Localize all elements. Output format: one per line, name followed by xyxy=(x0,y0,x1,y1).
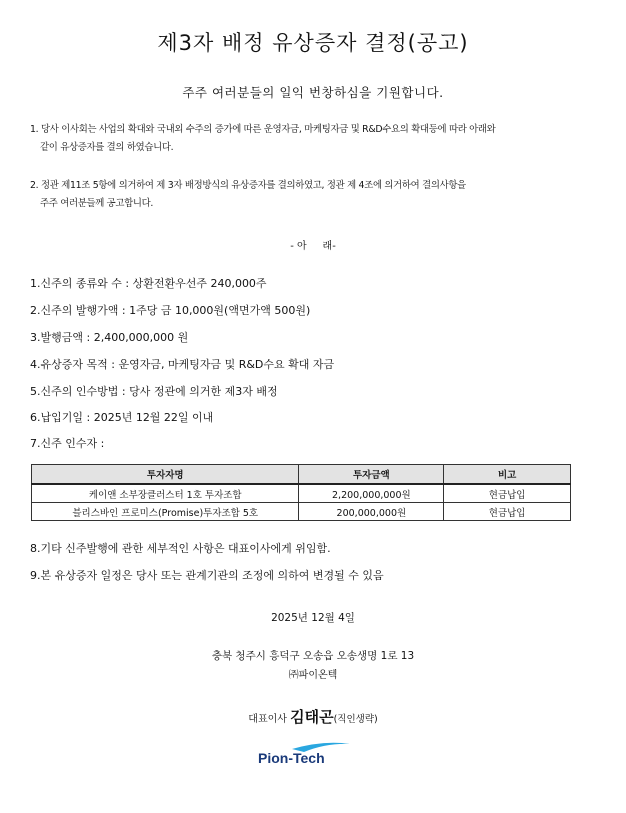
item-1: 1.신주의 종류와 수 : 상환전환우선주 240,000주 xyxy=(30,277,267,290)
paragraph-1-line1: 1. 당사 이사회는 사업의 확대와 국내외 수주의 증가에 따른 운영자금, 마케팅자금 및 R&D수요의 확대등에 따라 아래와 xyxy=(30,124,496,135)
cell-investor-name: 케이앤 소부장클러스터 1호 투자조합 xyxy=(32,484,299,503)
paragraph-1-line2: 같이 유상증자를 결의 하였습니다. xyxy=(40,142,174,153)
table-row xyxy=(32,484,571,503)
company-logo xyxy=(254,740,364,770)
paragraph-2 xyxy=(30,177,590,213)
company-address: 충북 청주시 흥덕구 오송읍 오송생명 1로 13 xyxy=(211,650,415,662)
cell-remarks: 현금납입 xyxy=(444,484,571,503)
header-investor-name: 투자자명 xyxy=(32,465,299,485)
item-7: 7.신주 인수자 : xyxy=(30,437,105,450)
paragraph-2-line1: 2. 정관 제11조 5항에 의거하여 제 3자 배정방식의 유상증자를 결의하였고, 정관 제 4조에 의거하여 결의사항을 xyxy=(30,180,466,191)
cell-investment-amount: 200,000,000원 xyxy=(299,503,444,521)
table-header-row xyxy=(32,465,571,485)
company-name: ㈜파이온텍 xyxy=(288,670,338,681)
svg-text:Pion-Tech: Pion-Tech xyxy=(258,750,325,766)
header-investment-amount: 투자금액 xyxy=(299,465,444,485)
item-3: 3.발행금액 : 2,400,000,000 원 xyxy=(30,331,189,344)
cell-investor-name: 블리스바인 프로미스(Promise)투자조합 5호 xyxy=(32,503,299,521)
seal-omitted-note: (직인생략) xyxy=(333,714,378,725)
header-remarks: 비고 xyxy=(444,465,571,485)
cell-remarks: 현금납입 xyxy=(444,503,571,521)
section-heading: - 아 래- xyxy=(290,241,336,252)
paragraph-2-line2: 주주 여러분들께 공고합니다. xyxy=(40,198,154,209)
investor-table xyxy=(31,464,571,521)
paragraph-1 xyxy=(30,121,590,157)
item-2: 2.신주의 발행가액 : 1주당 금 10,000원(액면가액 500원) xyxy=(30,304,311,317)
pion-tech-logo-icon xyxy=(254,740,364,770)
ceo-name: 김태곤 xyxy=(290,708,334,726)
greeting-text: 주주 여러분들의 일익 번창하심을 기원합니다. xyxy=(182,85,444,100)
cell-investment-amount: 2,200,000,000원 xyxy=(299,484,444,503)
item-9: 9.본 유상증자 일정은 당사 또는 관계기관의 조정에 의하여 변경될 수 있음 xyxy=(30,569,384,582)
page-title: 제3자 배정 유상증자 결정(공고) xyxy=(157,31,469,55)
item-6: 6.납입기일 : 2025년 12월 22일 이내 xyxy=(30,411,214,424)
item-4: 4.유상증자 목적 : 운영자금, 마케팅자금 및 R&D수요 확대 자금 xyxy=(30,358,335,371)
item-5: 5.신주의 인수방법 : 당사 정관에 의거한 제3자 배정 xyxy=(30,385,278,398)
notice-date: 2025년 12월 4일 xyxy=(271,612,355,624)
ceo-title: 대표이사 xyxy=(248,714,287,725)
table-row xyxy=(32,503,571,521)
item-8: 8.기타 신주발행에 관한 세부적인 사항은 대표이사에게 위임함. xyxy=(30,542,331,555)
ceo-signature-line xyxy=(0,706,626,727)
